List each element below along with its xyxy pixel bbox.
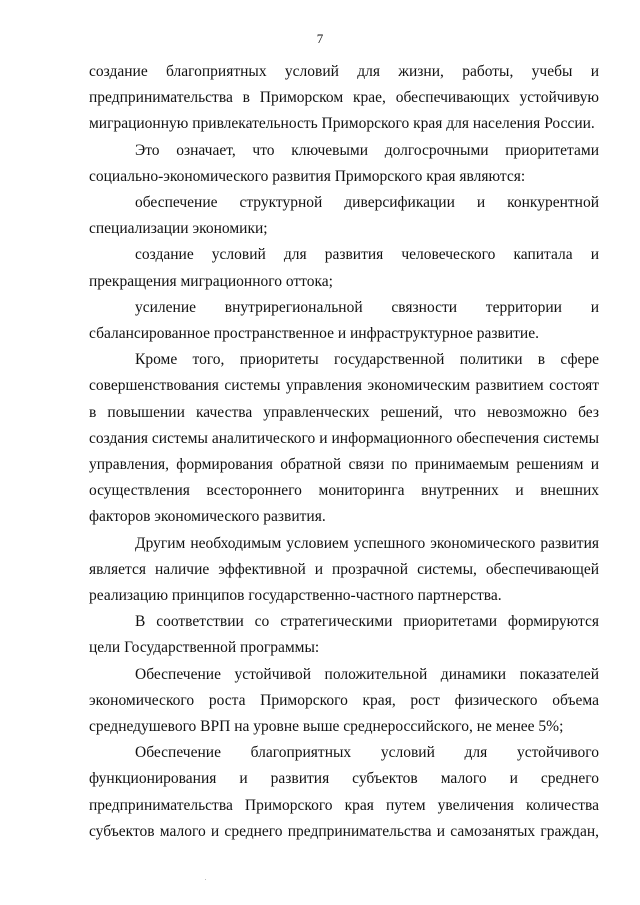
paragraph-priority-connectivity: усиление внутрирегиональной связности территории и сбалансированное пространственное и инфраструктурное развитие. bbox=[89, 298, 599, 343]
paragraph-management-priorities: Кроме того, приоритеты государственной политики в сфере совершенствования системы управления экономическим развитием состоят в повышении качества управленческих решений, что невозможно без создания системы аналитического и информационного обеспечения системы управления, формирования обратной связи по принимаемым решениям и осуществления всестороннего мониторинга внутренних и внешних факторов экономического развития. bbox=[89, 351, 599, 526]
scan-speck bbox=[205, 879, 206, 880]
paragraph-priorities-intro: Это означает, что ключевыми долгосрочными приоритетами социально-экономического развития Приморского края являются: bbox=[89, 141, 599, 185]
paragraph-priority-diversification: обеспечение структурной диверсификации и конкурентной специализации экономики; bbox=[89, 194, 599, 238]
paragraph-continuation: создание благоприятных условий для жизни, работы, учебы и предпринимательства в Приморском крае, обеспечивающих устойчивую миграционную привлекательность Приморского края для населения России. bbox=[89, 63, 599, 133]
document-body bbox=[89, 59, 599, 845]
paragraph-goal-smb: Обеспечение благоприятных условий для устойчивого функционирования и развития субъектов малого и среднего предпринимательства Приморского края путем увеличения количества субъектов малого и среднего предпринимательства и самозанятых граждан, bbox=[89, 744, 599, 840]
paragraph-goals-intro: В соответствии со стратегическими приоритетами формируются цели Государственной программы: bbox=[89, 613, 599, 657]
paragraph-goal-growth: Обеспечение устойчивой положительной динамики показателей экономического роста Приморского края, рост физического объема среднедушевого ВРП на уровне выше среднероссийского, не менее 5%; bbox=[89, 665, 599, 736]
paragraph-priority-human-capital: создание условий для развития человеческого капитала и прекращения миграционного оттока; bbox=[89, 246, 599, 290]
paragraph-transparency: Другим необходимым условием успешного экономического развития является наличие эффективной и прозрачной системы, обеспечивающей реализацию принципов государственно-частного партнерства. bbox=[89, 534, 599, 605]
page-number: 7 bbox=[316, 31, 324, 46]
